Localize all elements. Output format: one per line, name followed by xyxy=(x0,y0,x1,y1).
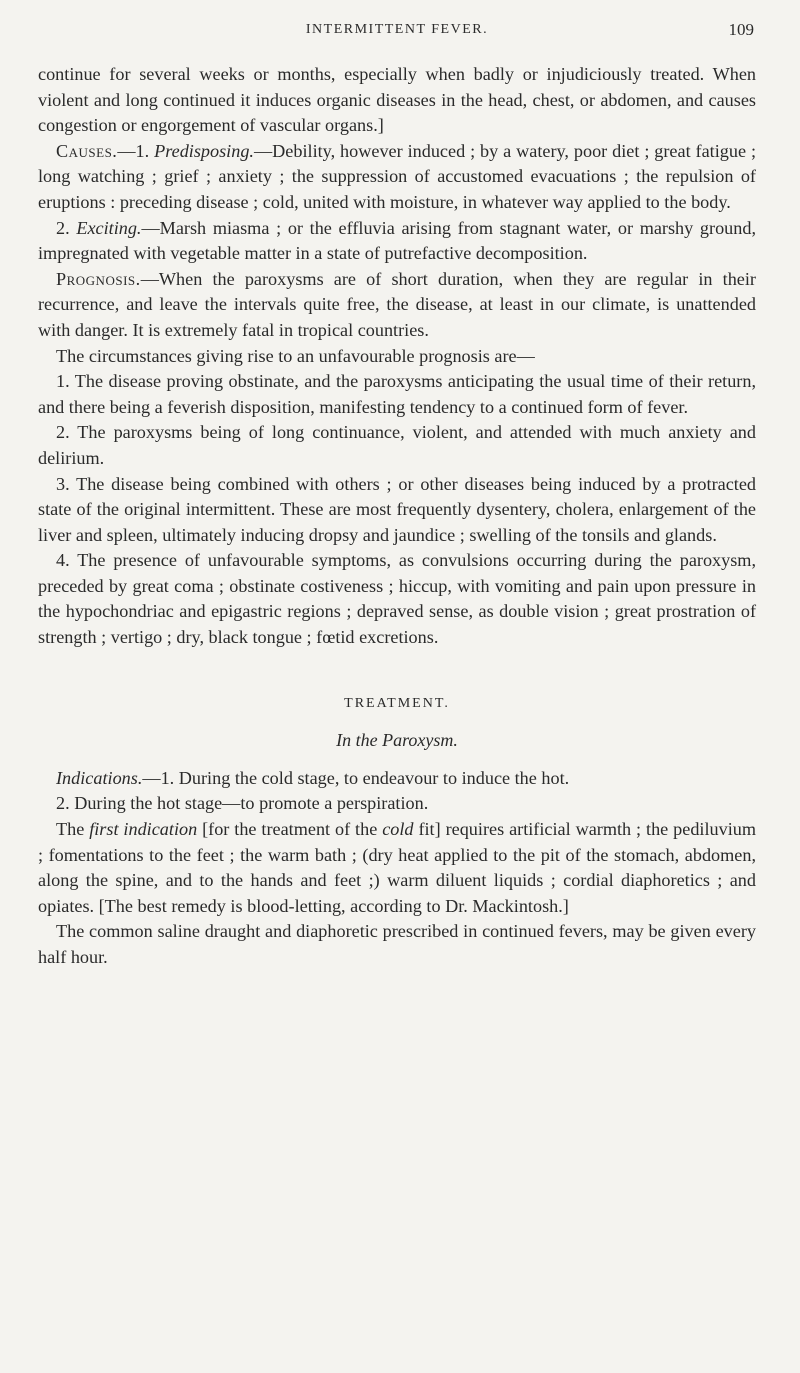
body-text xyxy=(38,62,756,971)
cold-label: cold xyxy=(382,819,414,840)
paragraph-first-indication xyxy=(38,817,756,919)
paragraph-hot-stage: 2. During the hot stage—to promote a perspiration. xyxy=(56,793,429,814)
indications-text: —1. During the cold stage, to endeavour to induce the hot. xyxy=(142,767,570,788)
first-indication-label: first indication xyxy=(89,819,198,840)
first-indication-text: [for the treatment of the xyxy=(197,819,383,840)
paragraph-causes xyxy=(38,139,756,216)
paragraph-circumstances: The circumstances giving rise to an unfavourable prognosis are— xyxy=(56,345,535,366)
indications-label: Indications. xyxy=(56,767,143,788)
treatment-subheading: In the Paroxysm. xyxy=(336,730,458,751)
predisposing-text: —Debility, however induced ; by a watery, poor diet ; great fatigue ; long watching ; grief ; anxiety ; the suppression of accustomed evacuations ; the repulsion of eruptions : preceding disease ; cold, united with moisture, in whatever way applied to the body. xyxy=(38,140,757,212)
exciting-number: 2. xyxy=(56,217,77,238)
exciting-label: Exciting. xyxy=(76,217,142,238)
section-label-prognosis: Prognosis. xyxy=(56,268,141,289)
prognosis-text: —When the paroxysms are of short duration, when they are regular in their recurrence, and leave the intervals quite free, the disease, at least in our climate, is unattended with danger. It is extremely fatal in tropical countries. xyxy=(38,268,756,340)
causes-number: —1. xyxy=(117,140,155,161)
first-indication-lead: The xyxy=(56,819,90,840)
list-item-2: 2. The paroxysms being of long continuance, violent, and attended with much anxiety and delirium. xyxy=(38,422,756,468)
paragraph-exciting xyxy=(38,216,756,267)
predisposing-label: Predisposing. xyxy=(154,140,254,161)
paragraph-prognosis xyxy=(38,267,756,344)
section-label-causes: Causes. xyxy=(56,140,118,161)
page-number: 109 xyxy=(728,20,754,39)
paragraph-continuation: continue for several weeks or months, especially when badly or injudiciously treated. When violent and long continued it induces organic diseases in the head, chest, or abdomen, and causes congestion or engorgement of vascular organs.] xyxy=(38,64,756,136)
paragraph-saline-draught: The common saline draught and diaphoretic prescribed in continued fevers, may be given every half hour. xyxy=(38,921,756,967)
page-header xyxy=(38,0,756,62)
list-item-4: 4. The presence of unfavourable symptoms, as convulsions occurring during the paroxysm, preceded by great coma ; obstinate costiveness ; hiccup, with vomiting and pain upon pressure in the hypochondriac and epigastric regions ; depraved sense, as double vision ; great prostration of strength ; vertigo ; dry, black tongue ; fœtid excretions. xyxy=(38,550,756,648)
exciting-text: —Marsh miasma ; or the effluvia arising from stagnant water, or marshy ground, impregnated with vegetable matter in a state of putrefactive decomposition. xyxy=(38,217,757,264)
list-item-1: 1. The disease proving obstinate, and the paroxysms anticipating the usual time of their return, and there being a feverish disposition, manifesting tendency to a continued form of fever. xyxy=(38,371,756,417)
list-item-3: 3. The disease being combined with others ; or other diseases being induced by a protracted state of the original intermittent. These are most frequently dysentery, cholera, enlargement of the liver and spleen, ultimately inducing dropsy and jaundice ; swelling of the tonsils and glands. xyxy=(38,473,756,545)
paragraph-indications xyxy=(38,766,756,792)
running-head: INTERMITTENT FEVER. xyxy=(305,22,489,37)
first-indication-remedies: fit] requires artificial warmth ; the pediluvium ; fomentations to the feet ; the warm bath ; (dry heat applied to the pit of the stomach, abdomen, along the spine, and to the hands and feet ;) warm diluent liquids ; cordial diaphoretics ; and opiates. [The best remedy is blood-letting, according to Dr. Mackintosh.] xyxy=(38,819,756,916)
treatment-heading: TREATMENT. xyxy=(344,695,450,711)
